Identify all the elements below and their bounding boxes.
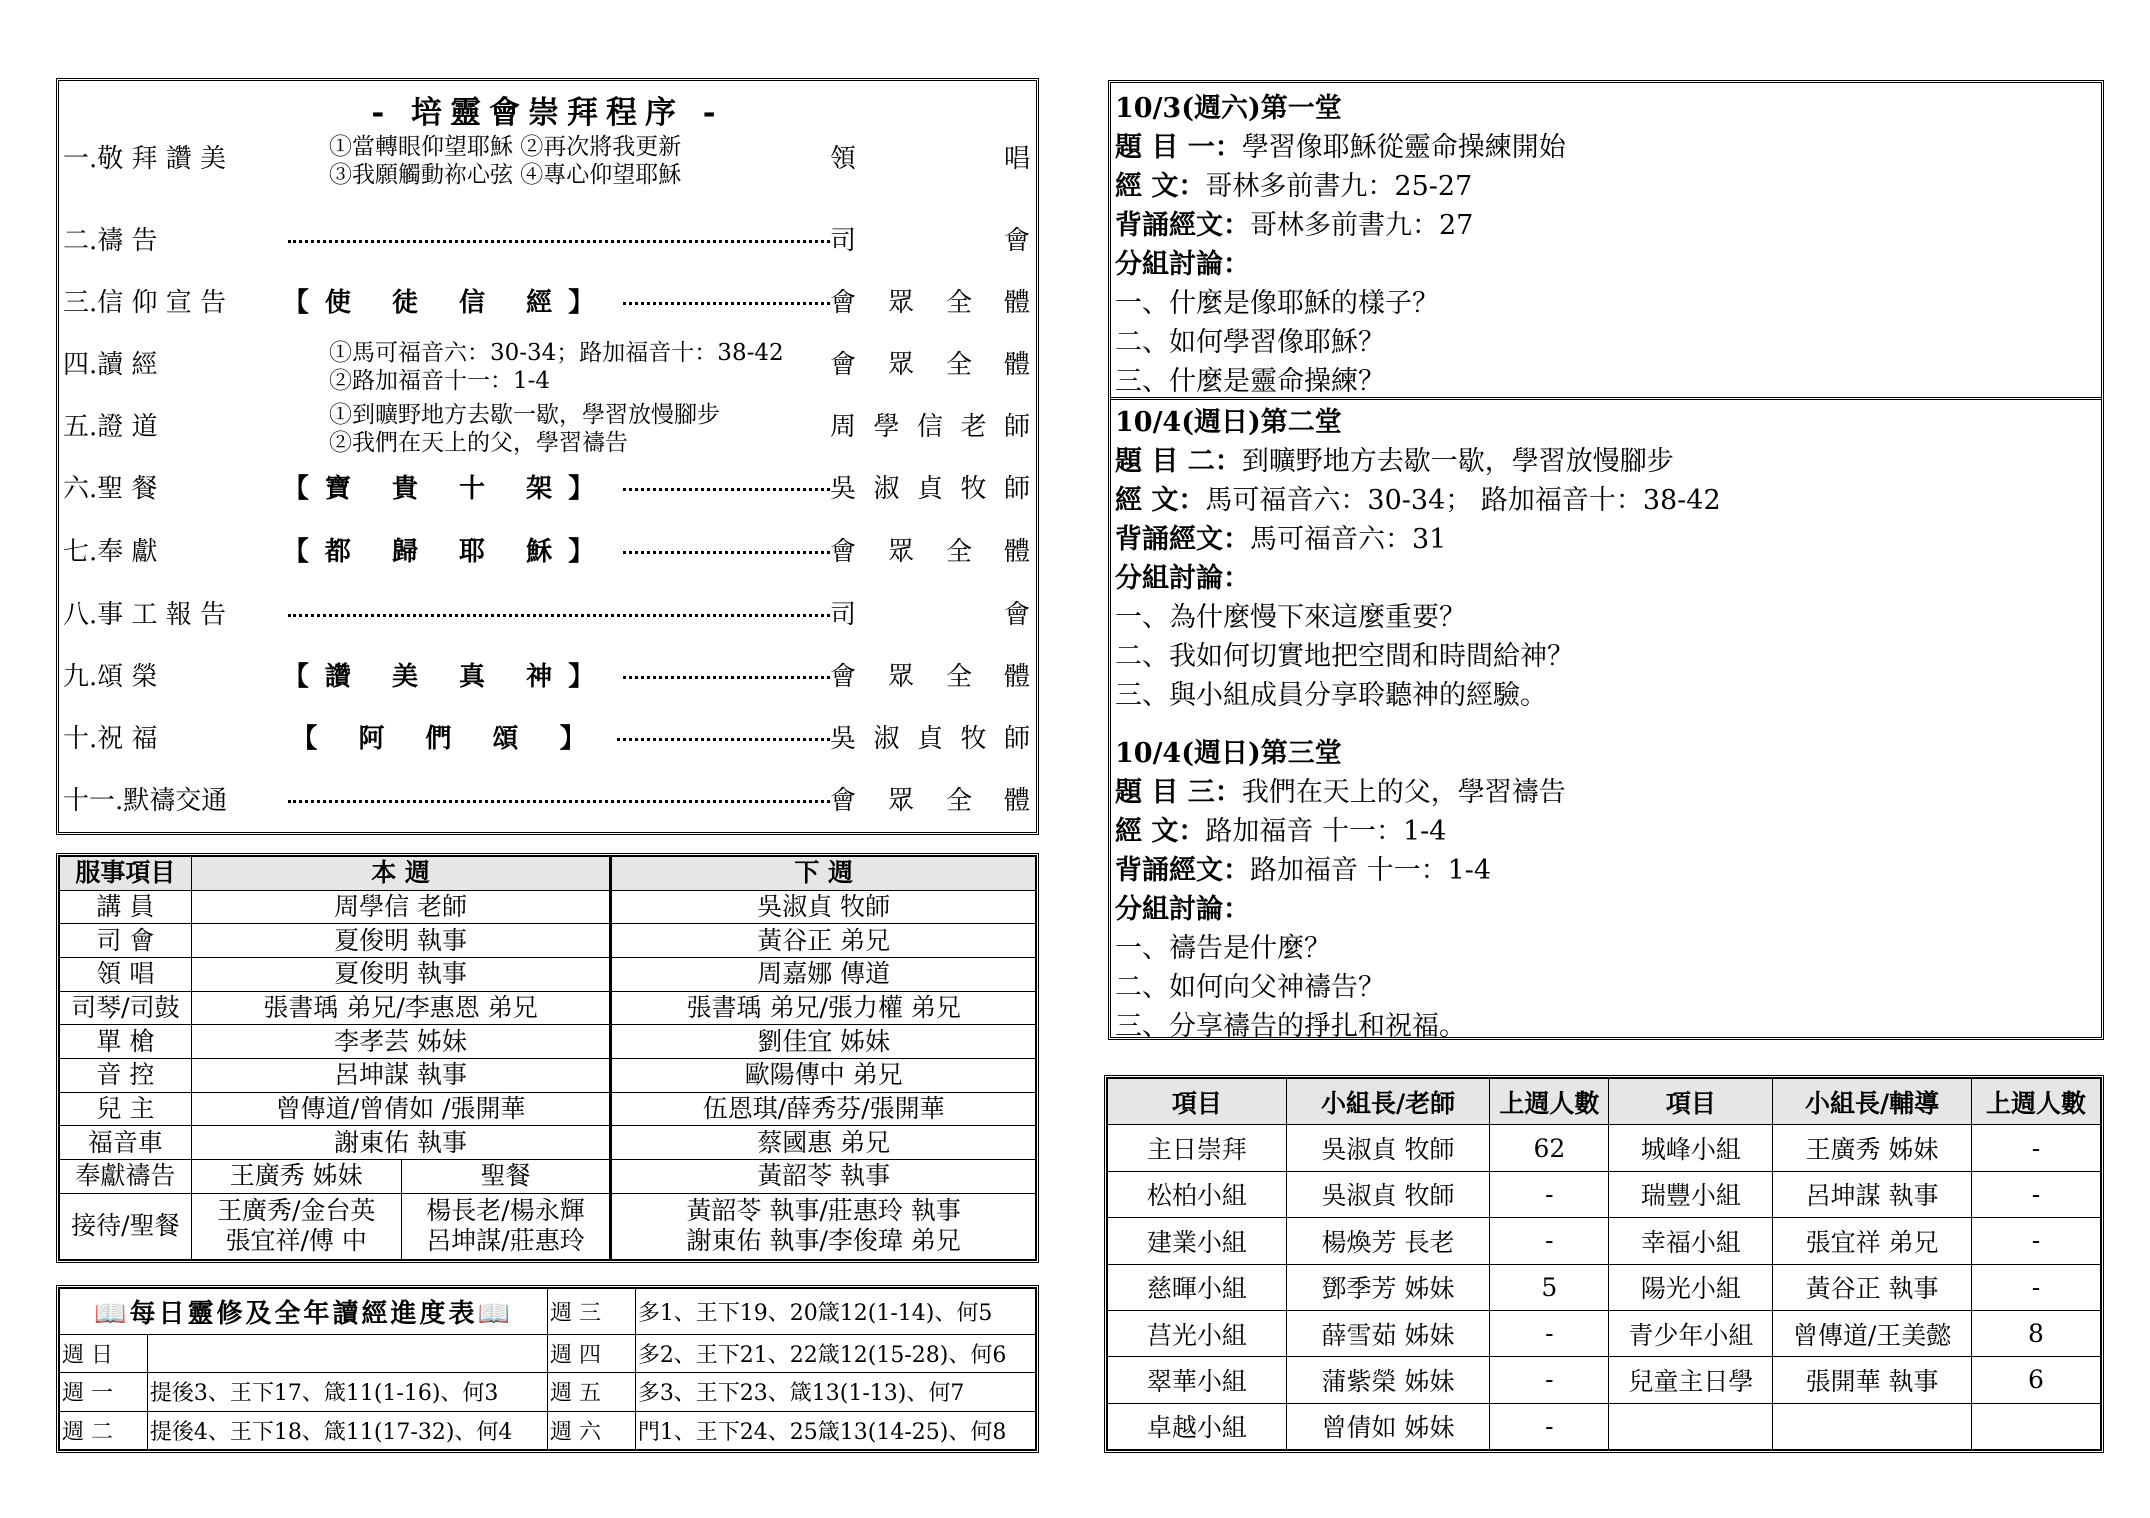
program-item-song [63, 461, 830, 517]
table-row [1108, 1171, 2101, 1217]
field-value: 馬可福音六：31 [1250, 524, 1447, 555]
leader-char: 師 [1003, 474, 1030, 504]
group-cell: 慈暉小組 [1108, 1264, 1287, 1310]
table-row [1108, 1310, 2101, 1356]
program-item-leader [830, 461, 1030, 517]
discussion-question: 一、為什麼慢下來這麼重要？ [1115, 602, 1466, 633]
leader-char: 淑 [873, 474, 900, 504]
sermon-memory [1115, 520, 2097, 559]
field-label: 題 目 三： [1115, 777, 1242, 808]
song-title: 【使 徒 信 經】 [271, 288, 622, 318]
service-this-week: 李孝芸 姊妹 [191, 1025, 611, 1059]
field-value: 哥林多前書九：27 [1250, 210, 1474, 241]
sermon-heading: 10/4(週日)第二堂 [1115, 407, 1342, 438]
table-row [60, 1126, 1036, 1160]
group-cell: 楊煥芳 長老 [1286, 1218, 1490, 1264]
leader-char: 周 [830, 412, 857, 442]
service-next-week: 黃谷正 弟兄 [611, 924, 1036, 958]
table-row [1108, 1218, 2101, 1264]
service-this-week: 謝東佑 執事 [191, 1126, 611, 1160]
reading-day: 週 三 [547, 1289, 635, 1335]
table-row [1108, 1264, 2101, 1310]
discussion-question: 三、什麼是靈命操練？ [1115, 366, 1385, 397]
sermon-topic [1115, 773, 2097, 812]
discussion-label: 分組討論： [1115, 563, 1250, 594]
reading-text: 提後4、王下18、箴11(17-32)、何4 [147, 1411, 547, 1449]
service-this-week: 王廣秀 姊妹 [191, 1160, 401, 1194]
program-item-song [63, 711, 830, 767]
program-item [63, 524, 1030, 580]
reading-day: 週 一 [60, 1373, 148, 1411]
group-cell: 兒童主日學 [1609, 1357, 1773, 1403]
group-cell: 張開華 執事 [1773, 1357, 1972, 1403]
leader-char: 吳 [830, 474, 857, 504]
program-item-label: 十.祝 福 [63, 724, 158, 754]
group-cell: 6 [1971, 1357, 2100, 1403]
table-row [1108, 1357, 2101, 1403]
service-this-week: 夏俊明 執事 [191, 958, 611, 992]
discussion-label: 分組討論： [1115, 249, 1250, 280]
program-item [63, 399, 1030, 455]
field-label: 題 目 一： [1115, 132, 1242, 163]
table-row [60, 991, 1036, 1025]
group-cell: 吳淑貞 牧師 [1286, 1171, 1490, 1217]
detail-line: ③我願觸動祢心弦 ④專心仰望耶穌 [329, 162, 682, 188]
section-divider [1111, 397, 2101, 400]
leader-char: 信 [916, 412, 943, 442]
reading-text: 提後3、王下17、箴11(1-16)、何3 [147, 1373, 547, 1411]
service-item: 講 員 [60, 890, 192, 924]
program-item-leader [830, 711, 1030, 767]
sermon-section [1115, 734, 2097, 1046]
group-cell: - [1971, 1218, 2100, 1264]
sermon-text [1115, 481, 2097, 520]
program-item-label: 六.聖 餐 [63, 474, 158, 504]
group-cell: 青少年小組 [1609, 1310, 1773, 1356]
program-item-detail [329, 339, 784, 395]
service-col-item: 服事項目 [60, 857, 192, 891]
service-this-week: 周學信 老師 [191, 890, 611, 924]
group-cell: 瑞豐小組 [1609, 1171, 1773, 1217]
host-line: 王廣秀/金台英 [216, 1196, 376, 1226]
table-row [60, 1289, 1036, 1335]
sermon-heading: 10/4(週日)第三堂 [1115, 738, 1342, 769]
sermon-memory [1115, 851, 2097, 890]
leader-char: 司 [830, 226, 857, 256]
group-cell: 曾傳道/王美懿 [1773, 1310, 1972, 1356]
sermon-text [1115, 812, 2097, 851]
field-value: 路加福音 十一：1-4 [1250, 855, 1492, 886]
sermon-section [1115, 89, 2097, 401]
discussion-question: 二、如何向父神禱告？ [1115, 972, 1385, 1003]
leader-char: 全 [945, 786, 972, 816]
leader-char: 體 [1003, 537, 1030, 567]
host-line: 呂坤謀/莊惠玲 [426, 1226, 585, 1256]
program-item-song [63, 649, 830, 705]
service-col-next-week: 下 週 [611, 857, 1036, 891]
groups-header-row [1108, 1079, 2101, 1125]
program-item-leader [830, 773, 1030, 829]
field-value: 學習像耶穌從靈命操練開始 [1241, 132, 1566, 163]
service-this-week: 曾傳道/曾倩如 /張開華 [191, 1092, 611, 1126]
program-item-leader [830, 275, 1030, 331]
leader-char: 眾 [887, 288, 914, 318]
groups-table [1104, 1075, 2104, 1453]
service-item: 奉獻禱告 [60, 1160, 192, 1194]
service-next-week: 周嘉娜 傳道 [611, 958, 1036, 992]
leader-char: 體 [1003, 350, 1030, 380]
leader-char: 全 [945, 288, 972, 318]
program-item-label: 四.讀 經 [63, 350, 158, 380]
leader-char: 貞 [916, 474, 943, 504]
discussion-question: 一、什麼是像耶穌的樣子？ [1115, 288, 1439, 319]
service-item: 音 控 [60, 1059, 192, 1093]
reading-day: 週 六 [547, 1411, 635, 1449]
group-cell: 翠華小組 [1108, 1357, 1287, 1403]
reading-text: 門1、王下24、25箴13(14-25)、何8 [635, 1411, 1035, 1449]
groups-col-header: 上週人數 [1490, 1079, 1609, 1125]
program-item-label: 八.事 工 報 告 [63, 600, 227, 630]
dot-leader [288, 240, 830, 243]
reading-schedule [56, 1285, 1039, 1453]
group-cell: 幸福小組 [1609, 1218, 1773, 1264]
field-label: 經 文： [1115, 816, 1206, 847]
leader-char: 司 [830, 600, 857, 630]
group-cell: - [1971, 1264, 2100, 1310]
table-row [1108, 1403, 2101, 1449]
table-row [60, 1334, 1036, 1372]
worship-program [56, 78, 1039, 835]
sermon-heading: 10/3(週六)第一堂 [1115, 93, 1342, 124]
group-cell [1971, 1403, 2100, 1449]
group-cell: - [1490, 1171, 1609, 1217]
song-title: 【寶 貴 十 架】 [271, 474, 622, 504]
program-item [63, 337, 1030, 393]
leader-char: 會 [830, 786, 857, 816]
program-item [63, 649, 1030, 705]
program-item-label: 一.敬 拜 讚 美 [63, 144, 227, 174]
leader-char: 全 [945, 662, 972, 692]
service-item: 接待/聖餐 [60, 1193, 192, 1259]
field-value: 到曠野地方去歇一歇，學習放慢腳步 [1241, 446, 1674, 477]
reading-day: 週 四 [547, 1334, 635, 1372]
program-item [63, 773, 1030, 829]
service-next-week: 黃韶苓 執事 [611, 1160, 1036, 1194]
groups-col-header: 項目 [1609, 1079, 1773, 1125]
detail-line: ①到曠野地方去歇一歇，學習放慢腳步 [329, 402, 720, 428]
discussion-question: 三、分享禱告的掙扎和祝福。 [1115, 1011, 1466, 1042]
leader-char: 體 [1003, 662, 1030, 692]
dot-leader [288, 800, 830, 803]
leader-char: 眾 [887, 350, 914, 380]
group-cell: 5 [1490, 1264, 1609, 1310]
group-cell: 8 [1971, 1310, 2100, 1356]
groups-col-header: 小組長/老師 [1286, 1079, 1490, 1125]
table-row [60, 1411, 1036, 1449]
reading-day: 週 二 [60, 1411, 148, 1449]
reading-text [147, 1334, 547, 1372]
program-item-label: 五.證 道 [63, 412, 158, 442]
field-label: 背誦經文： [1115, 524, 1250, 555]
service-header-row [60, 857, 1036, 891]
program-item-song [63, 275, 830, 331]
service-next-week: 伍恩琪/薛秀芬/張開華 [611, 1092, 1036, 1126]
table-row [60, 924, 1036, 958]
leader-char: 領 [830, 144, 857, 174]
group-cell: 張宜祥 弟兄 [1773, 1218, 1972, 1264]
discussion-label: 分組討論： [1115, 894, 1250, 925]
service-next-week: 張書瑀 弟兄/張力權 弟兄 [611, 991, 1036, 1025]
field-value: 哥林多前書九：25-27 [1205, 171, 1473, 202]
leader-char: 眾 [887, 786, 914, 816]
program-item-label: 三.信 仰 宣 告 [63, 288, 227, 318]
group-cell: - [1490, 1218, 1609, 1264]
leader-char: 會 [830, 537, 857, 567]
reading-header: 📖每日靈修及全年讀經進度表📖 [60, 1289, 548, 1335]
leader-char: 會 [830, 662, 857, 692]
group-cell: 蒲紫榮 姊妹 [1286, 1357, 1490, 1403]
program-item [63, 213, 1030, 269]
leader-char: 眾 [887, 662, 914, 692]
program-item-detail [329, 133, 681, 189]
host-line: 張宜祥/傅 中 [225, 1226, 367, 1256]
discussion-question: 二、我如何切實地把空間和時間給神？ [1115, 641, 1574, 672]
program-item-leader [830, 587, 1030, 643]
program-item-song [63, 524, 830, 580]
group-cell [1773, 1403, 1972, 1449]
host-line: 黃韶苓 執事/莊惠玲 執事 [686, 1196, 961, 1226]
service-item: 領 唱 [60, 958, 192, 992]
service-next-week: 蔡國惠 弟兄 [611, 1126, 1036, 1160]
leader-char: 眾 [887, 537, 914, 567]
service-item: 兒 主 [60, 1092, 192, 1126]
discussion-question: 三、與小組成員分享聆聽神的經驗。 [1115, 680, 1547, 711]
service-this-week: 呂坤謀 執事 [191, 1059, 611, 1093]
leader-char: 牧 [960, 474, 987, 504]
group-cell: 莒光小組 [1108, 1310, 1287, 1356]
field-label: 背誦經文： [1115, 210, 1250, 241]
program-item-leader [830, 524, 1030, 580]
field-label: 背誦經文： [1115, 855, 1250, 886]
service-item: 福音車 [60, 1126, 192, 1160]
song-title: 【 阿 們 頌 】 [279, 724, 613, 754]
group-cell: 曾倩如 姊妹 [1286, 1403, 1490, 1449]
reading-day: 週 五 [547, 1373, 635, 1411]
program-item-label: 二.禱 告 [63, 226, 158, 256]
program-item [63, 461, 1030, 517]
sermon-section [1115, 403, 2097, 715]
group-cell: 王廣秀 姊妹 [1773, 1125, 1972, 1171]
group-cell: 卓越小組 [1108, 1403, 1287, 1449]
dot-leader [288, 614, 830, 617]
group-cell: 62 [1490, 1125, 1609, 1171]
table-row [60, 958, 1036, 992]
group-cell: 薛雪茹 姊妹 [1286, 1310, 1490, 1356]
program-item-leader [830, 213, 1030, 269]
detail-line: ②路加福音十一：1-4 [329, 368, 551, 394]
leader-char: 體 [1003, 288, 1030, 318]
host-line: 楊長老/楊永輝 [426, 1196, 585, 1226]
leader-char: 老 [960, 412, 987, 442]
reading-day: 週 日 [60, 1334, 148, 1372]
sermon-topic [1115, 128, 2097, 167]
sermon-topic [1115, 442, 2097, 481]
leader-char: 師 [1003, 724, 1030, 754]
field-value: 我們在天上的父，學習禱告 [1241, 777, 1566, 808]
table-row [60, 1373, 1036, 1411]
sermon-text [1115, 167, 2097, 206]
detail-line: ①馬可福音六：30-34；路加福音十：38-42 [329, 340, 784, 366]
program-title: - 培靈會崇拜程序 - [371, 95, 724, 131]
leader-char: 唱 [1003, 144, 1030, 174]
leader-char: 全 [945, 537, 972, 567]
group-cell: - [1490, 1310, 1609, 1356]
group-cell: 黃谷正 執事 [1773, 1264, 1972, 1310]
table-row [60, 1025, 1036, 1059]
table-row [60, 1160, 1036, 1194]
reading-text: 多2、王下21、22箴12(15-28)、何6 [635, 1334, 1035, 1372]
program-item-leader [830, 337, 1030, 393]
leader-char: 貞 [916, 724, 943, 754]
leader-char: 淑 [873, 724, 900, 754]
group-cell: 吳淑貞 牧師 [1286, 1125, 1490, 1171]
group-cell: 陽光小組 [1609, 1264, 1773, 1310]
table-row [60, 1059, 1036, 1093]
song-title: 【讚 美 真 神】 [271, 662, 622, 692]
detail-line: ②我們在天上的父，學習禱告 [329, 430, 628, 456]
group-cell [1609, 1403, 1773, 1449]
field-label: 經 文： [1115, 171, 1206, 202]
group-cell: 主日崇拜 [1108, 1125, 1287, 1171]
service-this-week: 夏俊明 執事 [191, 924, 611, 958]
service-this-week: 張書瑀 弟兄/李惠恩 弟兄 [191, 991, 611, 1025]
program-item [63, 587, 1030, 643]
group-cell: 城峰小組 [1609, 1125, 1773, 1171]
leader-char: 學 [873, 412, 900, 442]
service-col-this-week: 本 週 [191, 857, 611, 891]
detail-line: ①當轉眼仰望耶穌 ②再次將我更新 [329, 134, 682, 160]
program-item-leader [830, 399, 1030, 455]
service-item: 司琴/司鼓 [60, 991, 192, 1025]
service-next-week: 吳淑貞 牧師 [611, 890, 1036, 924]
field-value: 馬可福音六：30-34； 路加福音十：38-42 [1205, 485, 1721, 516]
service-this-week [191, 1193, 401, 1259]
service-table [56, 853, 1039, 1263]
reading-text: 多3、王下23、箴13(1-13)、何7 [635, 1373, 1035, 1411]
service-item: 單 槍 [60, 1025, 192, 1059]
leader-char: 會 [1003, 600, 1030, 630]
leader-char: 全 [945, 350, 972, 380]
program-item-label: 十一.默禱交通 [63, 786, 228, 816]
sermon-box [1108, 80, 2104, 1040]
service-next-week: 歐陽傳中 弟兄 [611, 1059, 1036, 1093]
service-this-week [401, 1193, 611, 1259]
service-this-week: 聖餐 [401, 1160, 611, 1194]
groups-col-header: 項目 [1108, 1079, 1287, 1125]
host-line: 謝東佑 執事/李俊瑋 弟兄 [686, 1226, 961, 1256]
service-item: 司 會 [60, 924, 192, 958]
group-cell: - [1971, 1125, 2100, 1171]
leader-char: 牧 [960, 724, 987, 754]
discussion-question: 一、禱告是什麼？ [1115, 933, 1331, 964]
program-item-label: 九.頌 榮 [63, 662, 158, 692]
leader-char: 吳 [830, 724, 857, 754]
program-item [63, 275, 1030, 331]
program-item-leader [830, 649, 1030, 705]
leader-char: 會 [830, 288, 857, 318]
reading-text: 多1、王下19、20箴12(1-14)、何5 [635, 1289, 1035, 1335]
field-value: 路加福音 十一：1-4 [1205, 816, 1447, 847]
program-item-detail [329, 401, 720, 457]
program-item-label: 七.奉 獻 [63, 537, 158, 567]
group-cell: - [1971, 1171, 2100, 1217]
program-item [63, 711, 1030, 767]
group-cell: 松柏小組 [1108, 1171, 1287, 1217]
leader-char: 會 [830, 350, 857, 380]
group-cell: - [1490, 1403, 1609, 1449]
group-cell: 鄧季芳 姊妹 [1286, 1264, 1490, 1310]
table-row [60, 1193, 1036, 1259]
field-label: 題 目 二： [1115, 446, 1242, 477]
group-cell: - [1490, 1357, 1609, 1403]
program-item-leader [830, 131, 1030, 187]
discussion-question: 二、如何學習像耶穌？ [1115, 327, 1385, 358]
group-cell: 呂坤謀 執事 [1773, 1171, 1972, 1217]
table-row [60, 890, 1036, 924]
field-label: 經 文： [1115, 485, 1206, 516]
table-row [1108, 1125, 2101, 1171]
song-title: 【都 歸 耶 穌】 [271, 537, 622, 567]
groups-col-header: 小組長/輔導 [1773, 1079, 1972, 1125]
groups-col-header: 上週人數 [1971, 1079, 2100, 1125]
leader-char: 會 [1003, 226, 1030, 256]
program-item [63, 131, 1030, 187]
sermon-memory [1115, 206, 2097, 245]
service-next-week [611, 1193, 1036, 1259]
service-next-week: 劉佳宜 姊妹 [611, 1025, 1036, 1059]
leader-char: 師 [1003, 412, 1030, 442]
leader-char: 體 [1003, 786, 1030, 816]
table-row [60, 1092, 1036, 1126]
group-cell: 建業小組 [1108, 1218, 1287, 1264]
